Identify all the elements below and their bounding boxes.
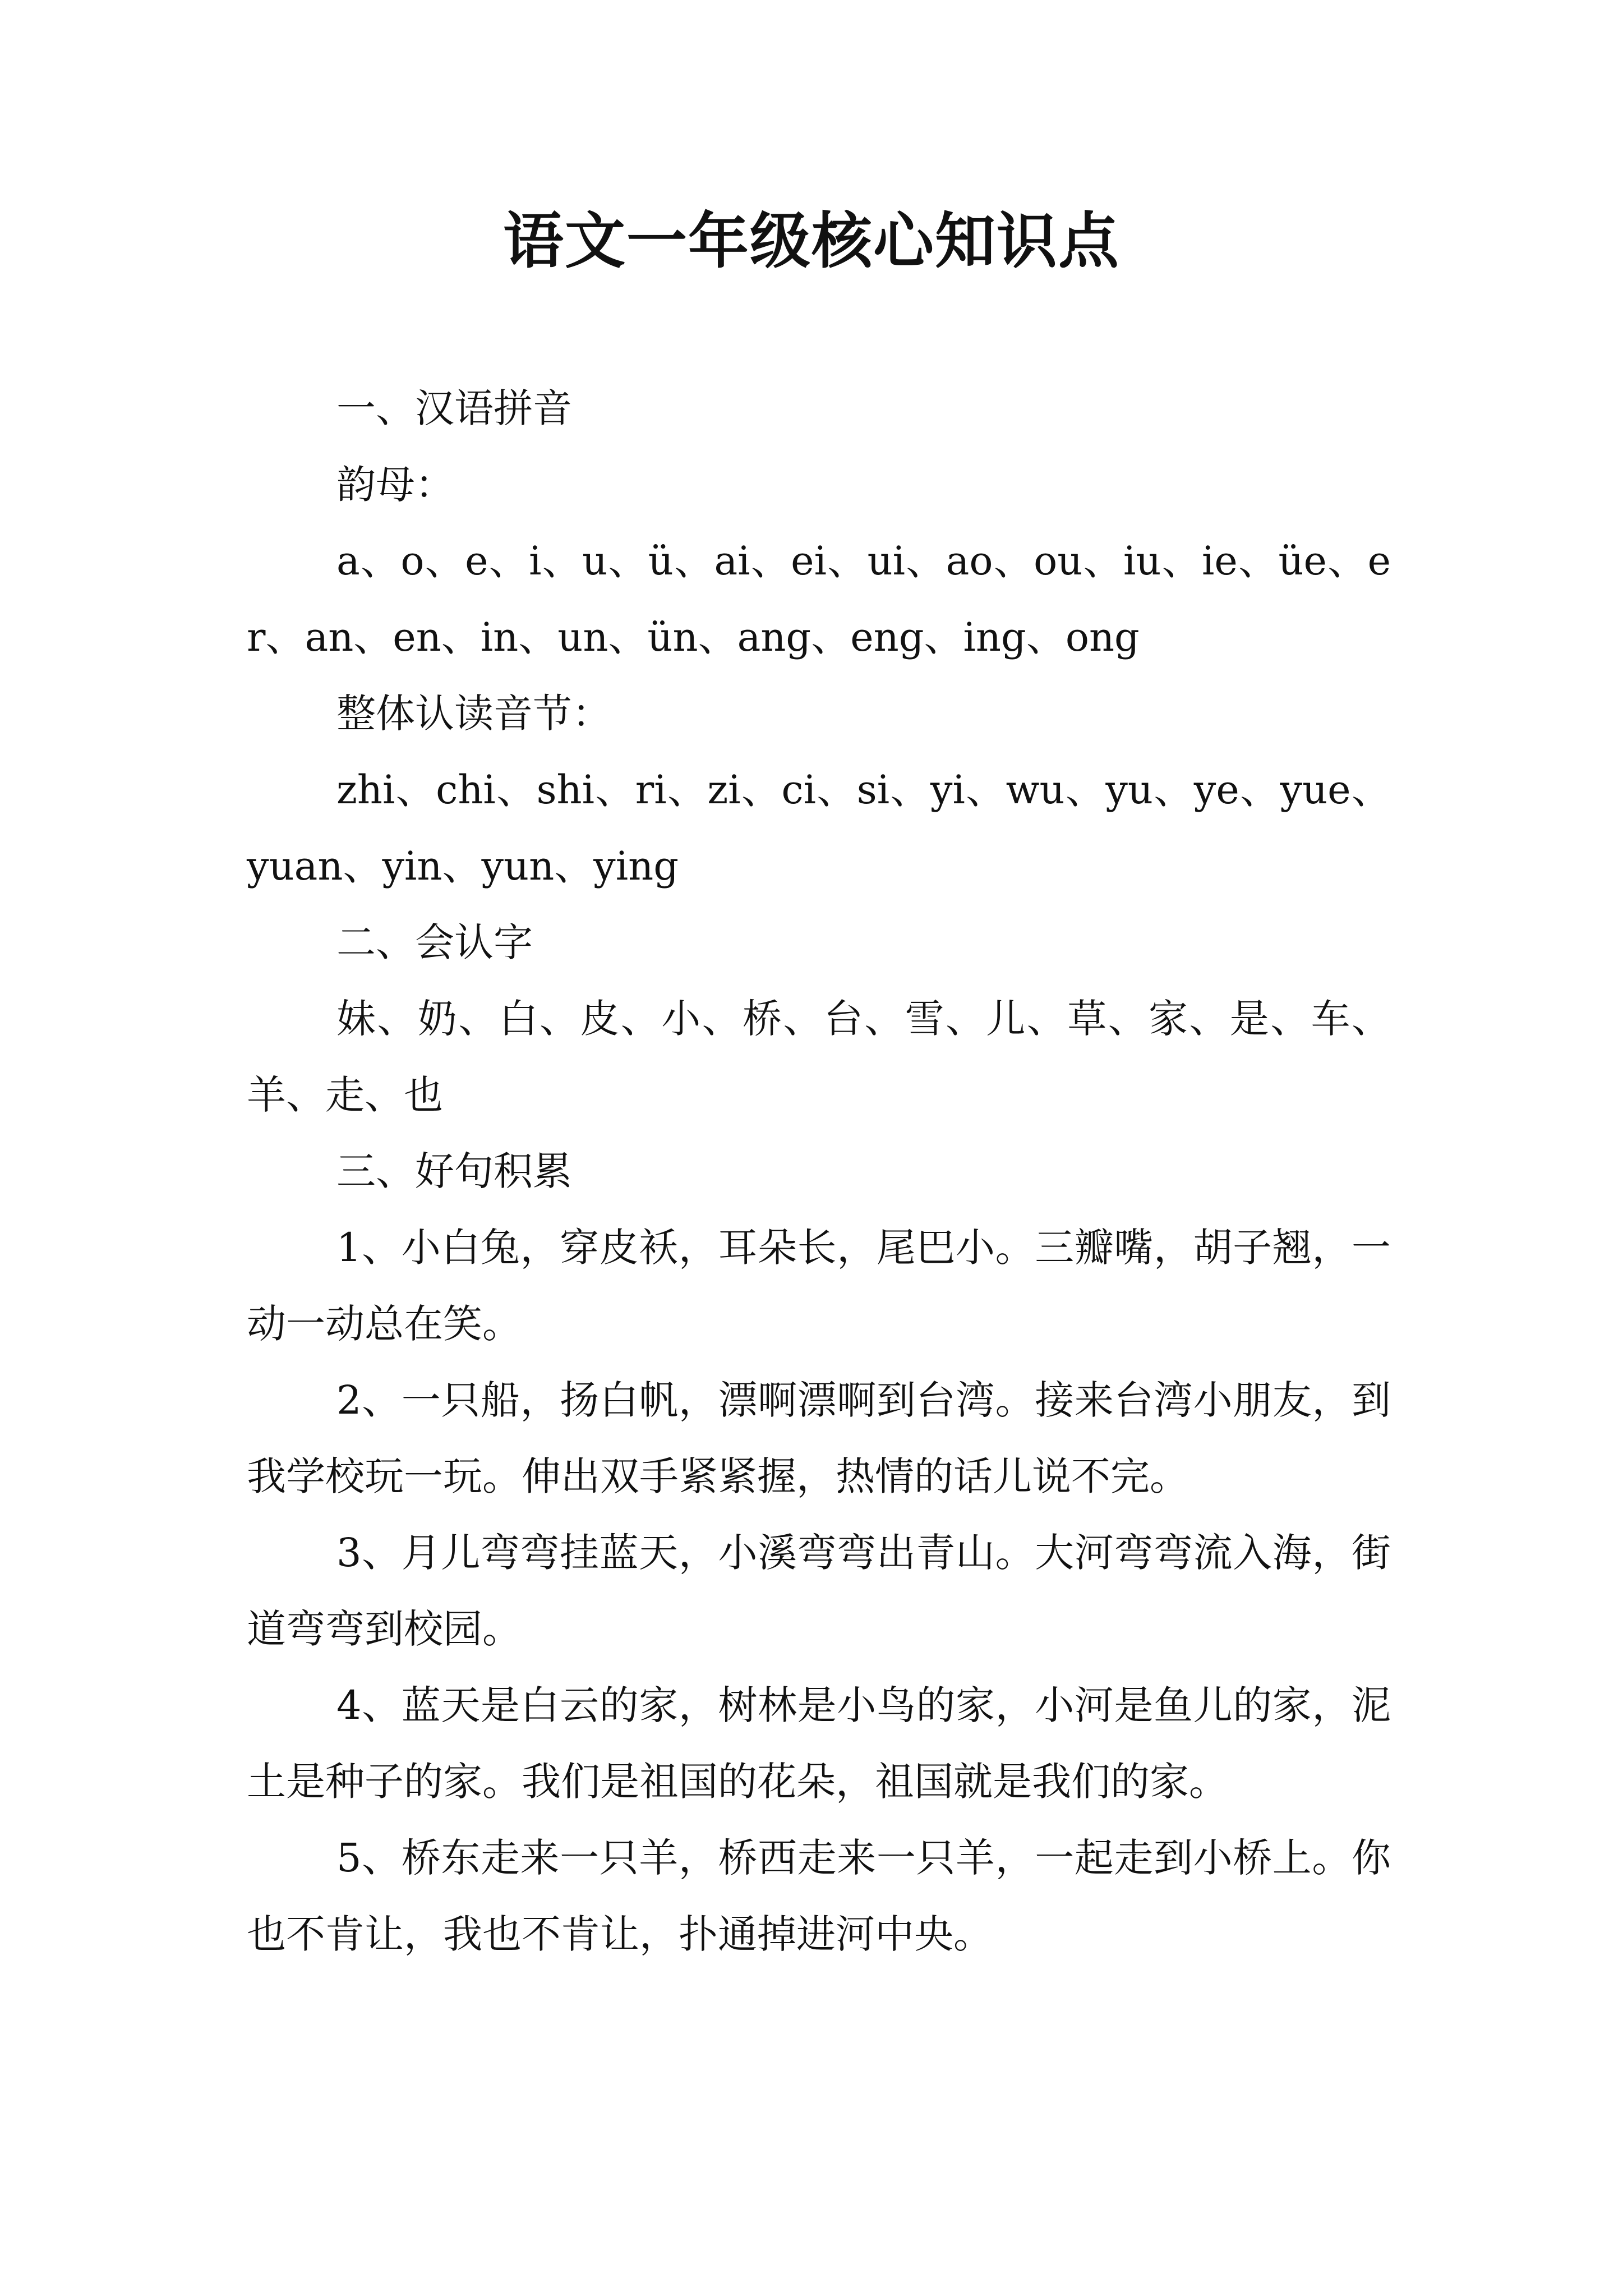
sentence-3: 3、月儿弯弯挂蓝天，小溪弯弯出青山。大河弯弯流入海，街道弯弯到校园。 xyxy=(247,1530,1391,1652)
finals-list: a、o、e、i、u、ü、ai、ei、ui、ao、ou、iu、ie、üe、er、an、en、in、un、ün、ang、eng、ing、ong xyxy=(247,538,1391,660)
subheading-finals: 韵母： xyxy=(336,462,454,508)
section-heading-pinyin: 一、汉语拼音 xyxy=(336,385,572,431)
sentence-1: 1、小白兔，穿皮袄，耳朵长，尾巴小。三瓣嘴，胡子翘，一动一动总在笑。 xyxy=(247,1225,1391,1347)
sentence-2: 2、一只船，扬白帆，漂啊漂啊到台湾。接来台湾小朋友，到我学校玩一玩。伸出双手紧紧握，热情的话儿说不完。 xyxy=(247,1377,1391,1499)
document-title: 语文一年级核心知识点 xyxy=(502,206,1120,277)
characters-list: 妹、奶、白、皮、小、桥、台、雪、儿、草、家、是、车、羊、走、也 xyxy=(247,996,1391,1118)
section-heading-sentences: 三、好句积累 xyxy=(336,1148,572,1194)
section-heading-characters: 二、会认字 xyxy=(336,919,533,965)
whole-syllables-list: zhi、chi、shi、ri、zi、ci、si、yi、wu、yu、ye、yue、yuan、yin、yun、ying xyxy=(247,767,1391,889)
sentence-4: 4、蓝天是白云的家，树林是小鸟的家，小河是鱼儿的家，泥土是种子的家。我们是祖国的花朵，祖国就是我们的家。 xyxy=(247,1682,1391,1805)
subheading-whole-syllables: 整体认读音节： xyxy=(336,691,611,737)
document-body xyxy=(247,370,1391,1972)
sentence-5: 5、桥东走来一只羊，桥西走来一只羊，一起走到小桥上。你也不肯让，我也不肯让，扑通掉进河中央。 xyxy=(247,1835,1391,1957)
